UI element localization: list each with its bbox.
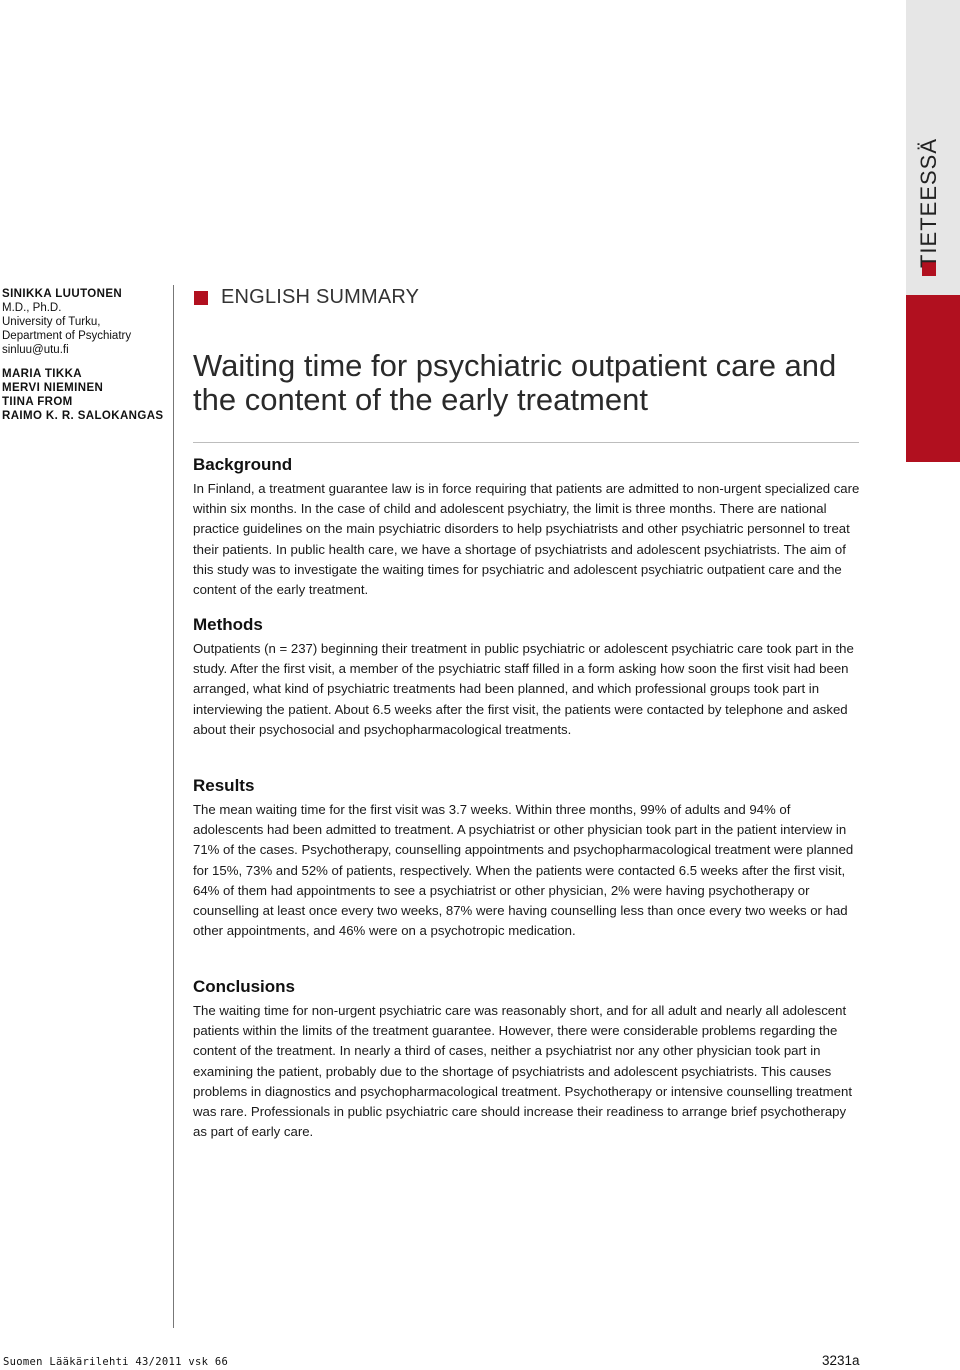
title-rule xyxy=(193,442,859,443)
section-text: In Finland, a treatment guarantee law is in force requiring that patients are admitted to non-urgent specialized care within six months. In the case of child and adolescent psychiatry, the limit is three months. There are national practice guidelines on the main psychiatric disorders to help psychiatrists and other psychiatric personnel to treat their patients. In public health care, we have a shortage of psychiatrists and adolescent psychiatrists. The aim of this study was to investigate the waiting times for psychiatric and adolescent psychiatric outpatient care and the content of the early treatment. xyxy=(193,481,860,598)
section-background xyxy=(193,455,863,600)
author-affiliation: University of Turku, xyxy=(2,316,101,328)
author-name: MERVI NIEMINEN xyxy=(2,382,104,394)
author-list xyxy=(2,287,167,423)
section-conclusions xyxy=(193,977,863,1142)
author-name: RAIMO K. R. SALOKANGAS xyxy=(2,410,164,422)
header-square-marker xyxy=(194,291,208,305)
column-divider xyxy=(173,285,174,1328)
section-text: The waiting time for non-urgent psychiatric care was reasonably short, and for all adult and nearly all adolescent patients within the limits of the treatment guarantee. However, there were considerable problems regarding the content of the treatment. In nearly a third of cases, neither a psychiatrist nor any other physician took part in examining the patient, probably due to the shortage of psychiatrists and adolescent psychiatrists. This causes problems in diagnostics and psychopharmacological treatment. Psychotherapy or intensive counselling treatment was rare. Professionals in public psychiatric care should increase their readiness to arrange brief psychotherapy as part of early care. xyxy=(193,1003,852,1140)
section-heading: Results xyxy=(193,776,255,795)
section-text: The mean waiting time for the first visit was 3.7 weeks. Within three months, 99% of adults and 94% of adolescents had been admitted to treatment. A psychiatrist or other physician took part in the patient interview in 71% of the cases. Psychotherapy, counselling appointments and psychopharmacological treatment were planned for 15%, 73% and 52% of patients, respectively. When the patients were contacted 6.5 weeks after the first visit, 64% of them had appointments to see a psychiatrist or other physician, 2% were having psychotherapy or counselling at least once every two weeks, 87% were having counselling less than once every two weeks or had other appointments, and 46% were on a psychotropic medication. xyxy=(193,802,854,939)
section-results xyxy=(193,776,863,941)
article-title: Waiting time for psychiatric outpatient care and the content of the early treatment xyxy=(193,348,837,417)
section-heading: Background xyxy=(193,455,293,474)
section-heading: Methods xyxy=(193,615,263,634)
section-label: ENGLISH SUMMARY xyxy=(221,286,420,308)
section-tab-red-block xyxy=(906,295,960,462)
section-tab xyxy=(906,0,960,462)
author-name: SINIKKA LUUTONEN xyxy=(2,288,123,300)
author-degree: M.D., Ph.D. xyxy=(2,302,62,314)
section-heading: Conclusions xyxy=(193,977,296,996)
author-email: sinluu@utu.fi xyxy=(2,344,69,356)
author-department: Department of Psychiatry xyxy=(2,330,132,342)
author-name: TIINA FROM xyxy=(2,396,73,408)
journal-footer: Suomen Lääkärilehti 43/2011 vsk 66 xyxy=(3,1356,229,1368)
author-name: MARIA TIKKA xyxy=(2,368,82,380)
page-number: 3231a xyxy=(822,1353,860,1368)
section-tab-label: TIETEESSÄ xyxy=(916,137,941,269)
section-header xyxy=(194,286,419,309)
section-methods xyxy=(193,615,863,740)
section-text: Outpatients (n = 237) beginning their treatment in public psychiatric or adolescent psychiatric care took part in the study. After the first visit, a member of the psychiatric staff filled in a form asking how soon the first visit had been arranged, what kind of psychiatric treatments had been planned, and which professional groups took part in interviewing the patient. About 6.5 weeks after the first visit, the patients were contacted by telephone and asked about their psychosocial and psychopharmacological treatments. xyxy=(193,641,854,737)
